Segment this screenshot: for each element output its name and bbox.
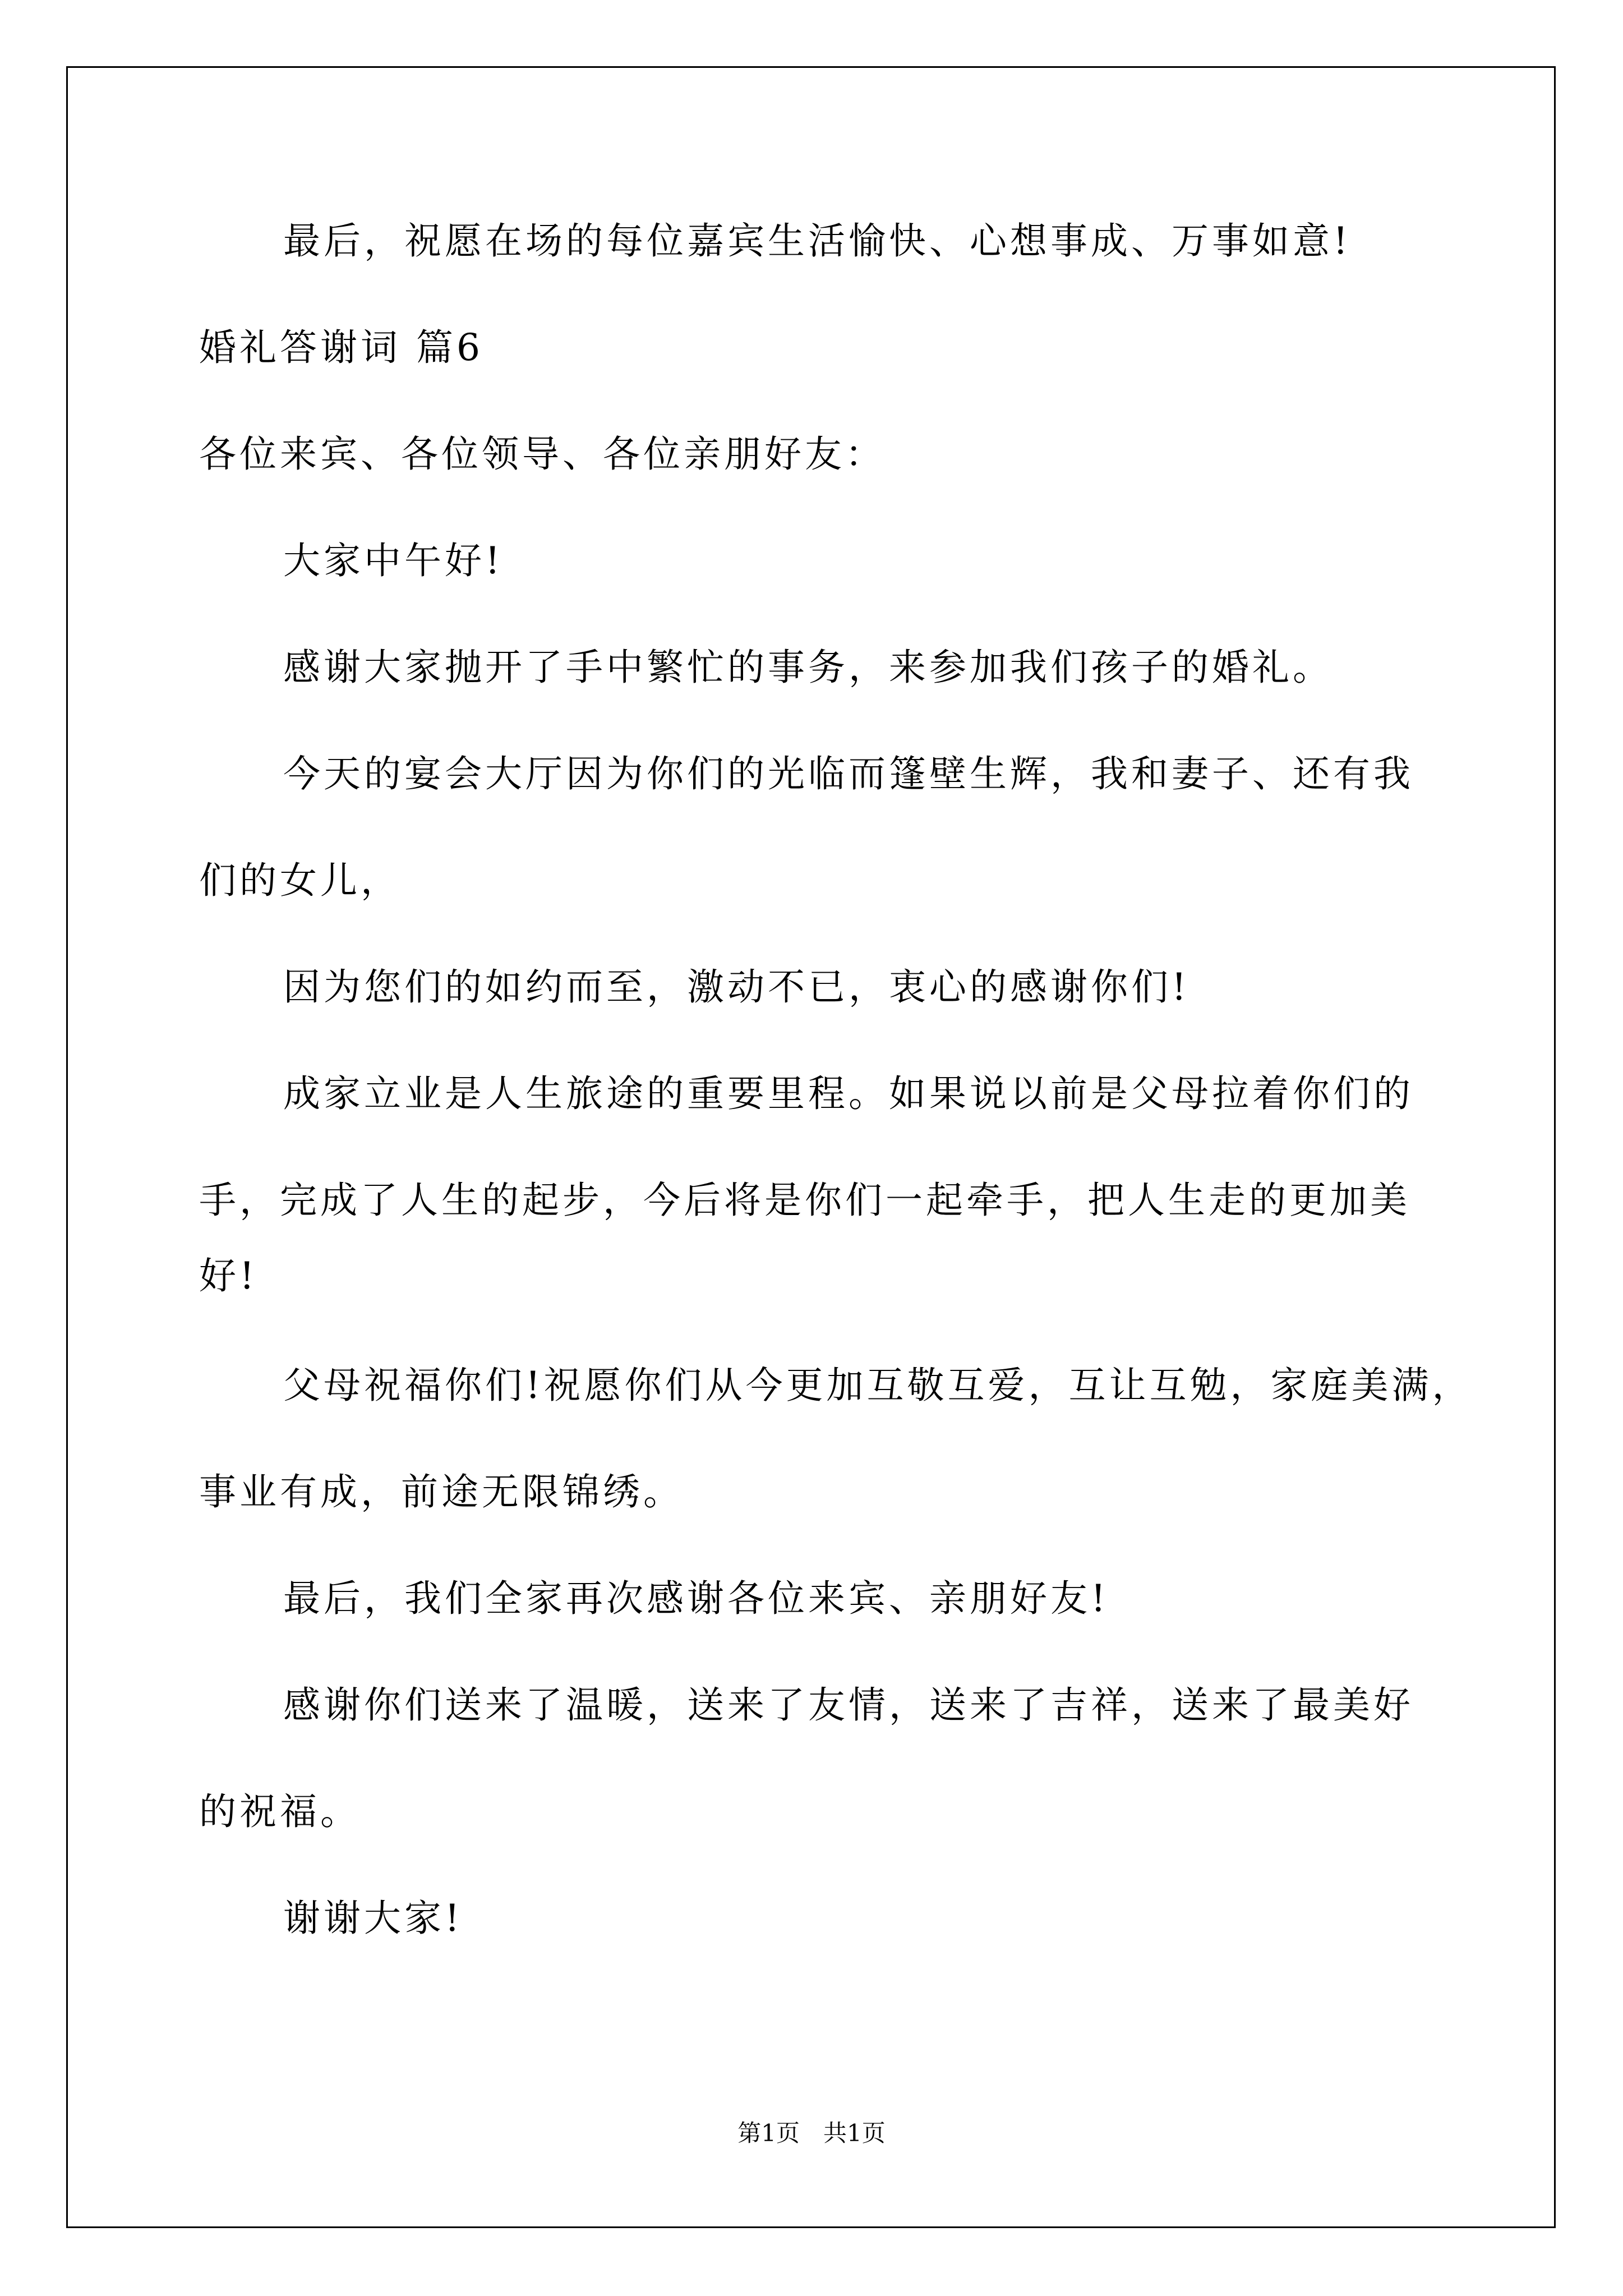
paragraph-line: 大家中午好! (283, 539, 504, 582)
paragraph-line: 手，完成了人生的起步，今后将是你们一起牵手，把人生走的更加美 (199, 1179, 1410, 1222)
paragraph-line: 的祝福。 (199, 1790, 361, 1833)
paragraph-line: 父母祝福你们!祝愿你们从今更加互敬互爱，互让互勉，家庭美满， (283, 1364, 1473, 1407)
paragraph-line: 们的女儿， (199, 859, 401, 902)
paragraph-line: 成家立业是人生旅途的重要里程。如果说以前是父母拉着你们的 (283, 1072, 1414, 1115)
section-heading: 婚礼答谢词 篇6 (199, 326, 483, 369)
paragraph-line: 今天的宴会大厅因为你们的光临而篷壁生辉，我和妻子、还有我 (283, 752, 1414, 795)
paragraph-line: 因为您们的如约而至，激动不已，衷心的感谢你们! (283, 965, 1190, 1009)
paragraph-line: 感谢大家抛开了手中繁忙的事务，来参加我们孩子的婚礼。 (283, 646, 1333, 689)
page-footer: 第1页 共1页 (737, 2119, 886, 2147)
paragraph-line: 谢谢大家! (283, 1897, 463, 1940)
paragraph-line: 事业有成，前途无限锦绣。 (199, 1470, 684, 1513)
paragraph-line: 感谢你们送来了温暖，送来了友情，送来了吉祥，送来了最美好 (283, 1683, 1414, 1727)
paragraph-line: 最后，祝愿在场的每位嘉宾生活愉快、心想事成、万事如意! (283, 219, 1352, 263)
paragraph-line: 好! (199, 1254, 258, 1297)
salutation: 各位来宾、各位领导、各位亲朋好友： (199, 432, 886, 476)
paragraph-line: 最后，我们全家再次感谢各位来宾、亲朋好友! (283, 1577, 1109, 1620)
